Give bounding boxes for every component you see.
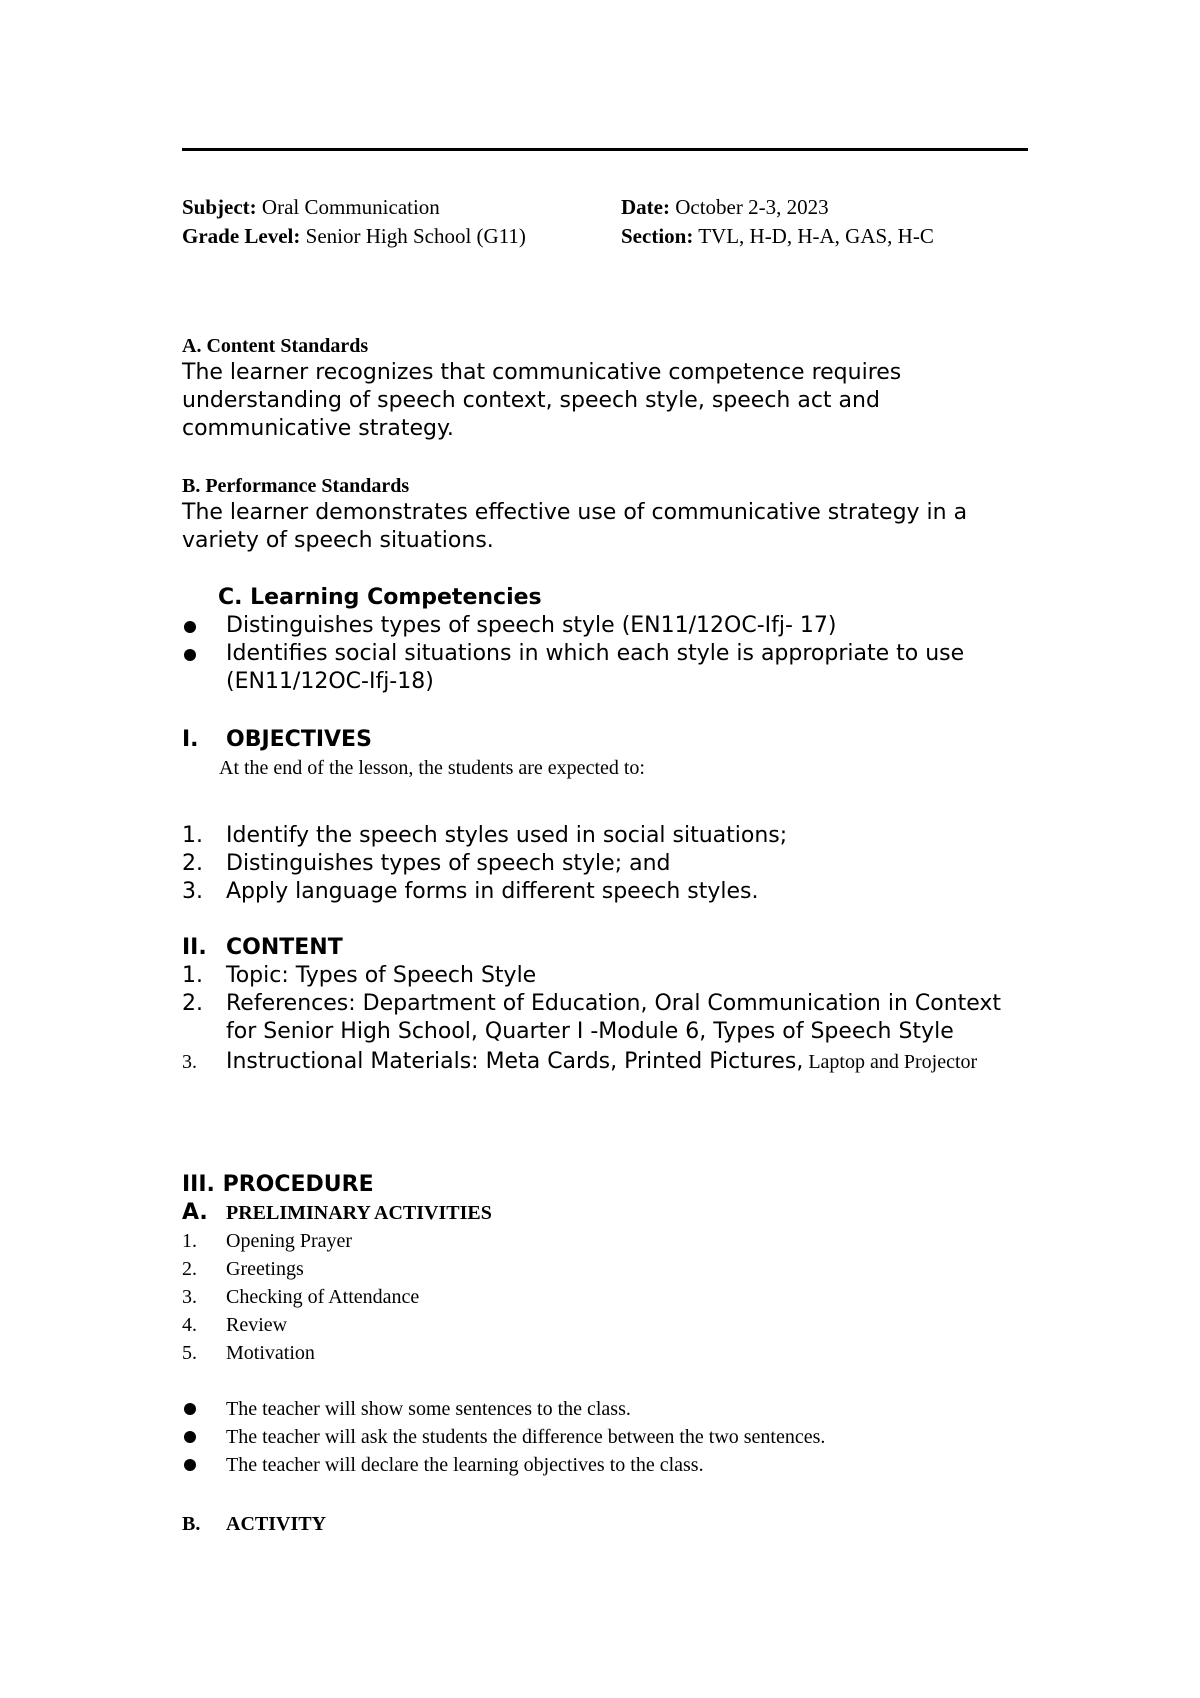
bullet-icon (184, 1431, 196, 1443)
bullet-icon (184, 649, 196, 661)
prelim-item (182, 1311, 1032, 1339)
teacher-bullets (182, 1395, 1032, 1479)
competency-item (182, 612, 1032, 640)
bullet-icon (184, 621, 196, 633)
objective-text: Apply language forms in different speech styles. (226, 879, 759, 904)
subject-value: Oral Communication (261, 195, 440, 219)
section-label: Section: (621, 224, 694, 248)
prelim-item (182, 1283, 1032, 1311)
prelim-number: 2. (182, 1258, 197, 1280)
activity-heading: ACTIVITY (226, 1513, 327, 1535)
teacher-bullet-item (182, 1423, 1032, 1451)
prelim-number: 4. (182, 1314, 197, 1336)
prelim-heading: PRELIMINARY ACTIVITIES (226, 1202, 492, 1224)
objective-number: 1. (182, 823, 203, 848)
grade-label: Grade Level: (182, 224, 301, 248)
subject-line (182, 193, 440, 222)
content-standards (182, 333, 1032, 443)
content-item (182, 990, 1032, 1046)
objectives-intro: At the end of the lesson, the students are expected to: (219, 757, 645, 779)
objective-number: 2. (182, 851, 203, 876)
performance-standards-text: The learner demonstrates effective use of communicative strategy in a variety of speech situations. (182, 500, 968, 553)
teacher-bullet-text: The teacher will declare the learning objectives to the class. (226, 1454, 704, 1476)
prelim-text: Motivation (226, 1342, 315, 1364)
objective-number: 3. (182, 879, 203, 904)
objectives-list (182, 822, 1032, 906)
content-text-bold: Instructional Materials: Meta Cards, Printed Pictures, (226, 1049, 804, 1074)
prelim-text: Opening Prayer (226, 1230, 353, 1252)
competency-text: Identifies social situations in which each style is appropriate to use (EN11/12OC-Ifj-18) (226, 641, 965, 694)
content-number: 2. (182, 991, 203, 1016)
prelim-text: Review (226, 1314, 288, 1336)
bullet-icon (184, 1459, 196, 1471)
prelim-heading-row (182, 1199, 1032, 1227)
objectives-heading: OBJECTIVES (226, 727, 372, 752)
teacher-bullet-item (182, 1451, 1032, 1479)
content-text: Topic: Types of Speech Style (226, 963, 537, 988)
prelim-number: 3. (182, 1286, 197, 1308)
content-text-tail: Laptop and Projector (803, 1051, 978, 1073)
teacher-bullet-item (182, 1395, 1032, 1423)
prelim-letter: A. (182, 1200, 208, 1225)
date-label: Date: (621, 195, 670, 219)
content-section (182, 934, 1032, 1078)
prelim-list (182, 1227, 1032, 1367)
activity-heading-row (182, 1510, 1032, 1538)
performance-standards-heading: B. Performance Standards (182, 475, 410, 497)
subject-label: Subject: (182, 195, 257, 219)
prelim-text: Checking of Attendance (226, 1286, 420, 1308)
objective-item (182, 850, 1032, 878)
objective-item (182, 822, 1032, 850)
section-value: TVL, H-D, H-A, GAS, H-C (698, 224, 934, 248)
procedure-heading: III. PROCEDURE (182, 1172, 374, 1197)
grade-value: Senior High School (G11) (305, 224, 526, 248)
content-text: References: Department of Education, Oral Communication in Context for Senior High School, Quarter I -Module 6, Types of Speech Style (226, 991, 1002, 1044)
competency-text: Distinguishes types of speech style (EN11/12OC-Ifj- 17) (226, 613, 837, 638)
activity-letter: B. (182, 1513, 201, 1535)
teacher-bullet-text: The teacher will ask the students the difference between the two sentences. (226, 1426, 826, 1448)
content-item (182, 962, 1032, 990)
grade-line (182, 222, 526, 251)
content-heading: CONTENT (226, 935, 343, 960)
content-item (182, 1046, 1032, 1078)
prelim-number: 5. (182, 1342, 197, 1364)
prelim-item (182, 1227, 1032, 1255)
bullet-icon (184, 1403, 196, 1415)
objectives-section (182, 726, 1032, 782)
header-rule (182, 148, 1028, 151)
date-value: October 2-3, 2023 (675, 195, 829, 219)
prelim-text: Greetings (226, 1258, 304, 1280)
prelim-item (182, 1255, 1032, 1283)
objective-text: Distinguishes types of speech style; and (226, 851, 671, 876)
objectives-numeral: I. (182, 727, 199, 752)
content-heading-row (182, 934, 1032, 962)
prelim-item (182, 1339, 1032, 1367)
section-line (621, 222, 934, 251)
learning-competencies-heading: C. Learning Competencies (218, 585, 542, 610)
content-standards-heading: A. Content Standards (182, 335, 369, 357)
performance-standards (182, 473, 1032, 555)
procedure-section (182, 1171, 1032, 1367)
activity-section (182, 1510, 1032, 1538)
objective-item (182, 878, 1032, 906)
prelim-number: 1. (182, 1230, 197, 1252)
objective-text: Identify the speech styles used in social situations; (226, 823, 788, 848)
learning-competencies (182, 584, 1032, 696)
content-text (182, 1046, 1028, 1078)
date-line (621, 193, 829, 222)
content-numeral: II. (182, 935, 207, 960)
objectives-heading-row (182, 726, 1032, 754)
content-standards-text: The learner recognizes that communicative competence requires understanding of speech context, speech style, speech act and communicative strategy. (182, 360, 902, 441)
content-number: 1. (182, 963, 203, 988)
teacher-bullet-text: The teacher will show some sentences to the class. (226, 1398, 631, 1420)
competency-item (182, 640, 1032, 696)
content-number: 3. (182, 1051, 197, 1073)
